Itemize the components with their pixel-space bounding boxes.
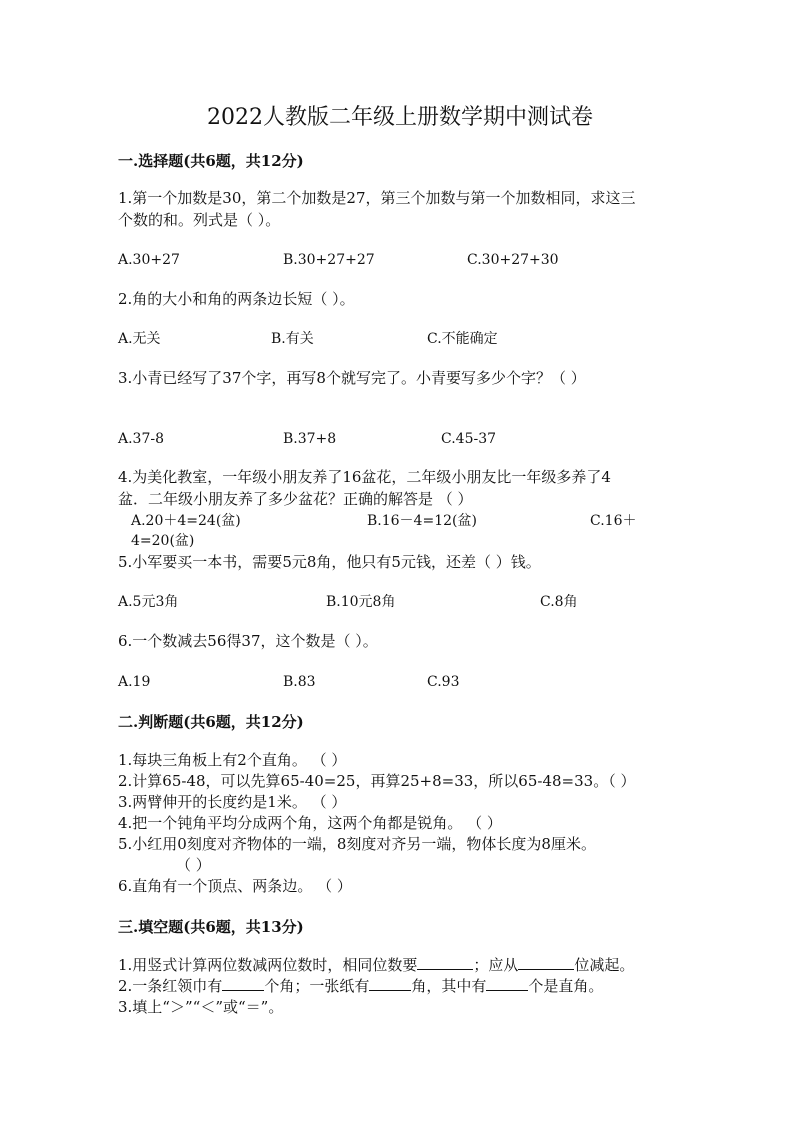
fill-item-2-text-a: 2.一条红领巾有 [118,977,223,995]
question-1-option-b: B.30+27+27 [283,252,375,268]
question-6-line-1: 6.一个数减去56得37，这个数是（ ）。 [118,632,378,650]
question-6-option-b: B.83 [283,674,316,690]
fill-item-1 [118,955,634,976]
question-1-option-c: C.30+27+30 [467,252,559,268]
question-4-option-c: C.16＋ [590,513,637,529]
question-4-line-1: 4.为美化教室，一年级小朋友养了16盆花，二年级小朋友比一年级多养了4 [118,468,611,486]
judgment-item-4: 4.把一个钝角平均分成两个角，这两个角都是锐角。 （ ） [118,814,502,832]
fill-blank[interactable] [518,955,574,970]
fill-item-3: 3.填上“＞”“＜”或“＝”。 [118,998,284,1016]
question-6-option-a: A.19 [118,674,151,690]
judgment-item-3: 3.两臂伸开的长度约是1米。 （ ） [118,793,347,811]
question-4-option-c-continued: 4=20(盆) [131,533,195,549]
section-heading-choice: 一.选择题(共6题，共12分) [118,152,304,170]
question-4-option-b: B.16－4=12(盆) [367,513,477,529]
section-heading-judgment: 二.判断题(共6题，共12分) [118,713,304,731]
fill-item-1-text-b: ；应从 [473,956,519,974]
judgment-item-2: 2.计算65-48，可以先算65-40=25，再算25+8=33，所以65-48=33。（ ） [118,772,636,790]
fill-item-2-text-d: 个是直角。 [528,977,604,995]
fill-item-1-text-a: 1.用竖式计算两位数减两位数时，相同位数要 [118,956,418,974]
page-title: 2022人教版二年级上册数学期中测试卷 [207,105,593,130]
fill-item-2-text-b: 个角；一张纸有 [264,977,370,995]
question-3-option-b: B.37+8 [283,431,337,447]
question-1-line-2: 个数的和。列式是（ ）。 [118,211,281,229]
question-3-option-a: A.37-8 [118,431,165,447]
question-3-option-c: C.45-37 [441,431,497,447]
question-5-line-1: 5.小军要买一本书，需要5元8角，他只有5元钱，还差（ ）钱。 [118,553,541,571]
question-5-option-b: B.10元8角 [326,594,396,610]
question-1-line-1: 1.第一个加数是30，第二个加数是27，第三个加数与第一个加数相同，求这三 [118,189,636,207]
question-4-line-2: 盆．二年级小朋友养了多少盆花？正确的解答是 （ ） [118,490,473,508]
judgment-item-6: 6.直角有一个顶点、两条边。 （ ） [118,877,352,895]
fill-blank[interactable] [486,976,528,991]
fill-blank[interactable] [417,955,473,970]
question-4-option-a: A.20＋4=24(盆) [131,513,241,529]
question-5-option-c: C.8角 [540,594,578,610]
fill-item-2 [118,976,603,997]
judgment-item-5-paren: （ ） [176,856,211,874]
question-1-option-a: A.30+27 [118,252,180,268]
judgment-item-5: 5.小红用0刻度对齐物体的一端，8刻度对齐另一端，物体长度为8厘米。 [118,835,596,853]
fill-item-1-text-c: 位减起。 [574,956,635,974]
question-2-option-a: A.无关 [118,331,161,347]
question-2-option-c: C.不能确定 [427,331,498,347]
question-6-option-c: C.93 [427,674,460,690]
question-2-option-b: B.有关 [271,331,314,347]
fill-blank[interactable] [369,976,411,991]
question-5-option-a: A.5元3角 [118,594,179,610]
judgment-item-1: 1.每块三角板上有2个直角。 （ ） [118,751,347,769]
fill-item-2-text-c: 角，其中有 [411,977,487,995]
question-2-line-1: 2.角的大小和角的两条边长短（ ）。 [118,290,355,308]
section-heading-fill: 三.填空题(共6题，共13分) [118,918,304,936]
question-3-line-1: 3.小青已经写了37个字，再写8个就写完了。小青要写多少个字？（ ） [118,369,586,387]
fill-blank[interactable] [222,976,264,991]
